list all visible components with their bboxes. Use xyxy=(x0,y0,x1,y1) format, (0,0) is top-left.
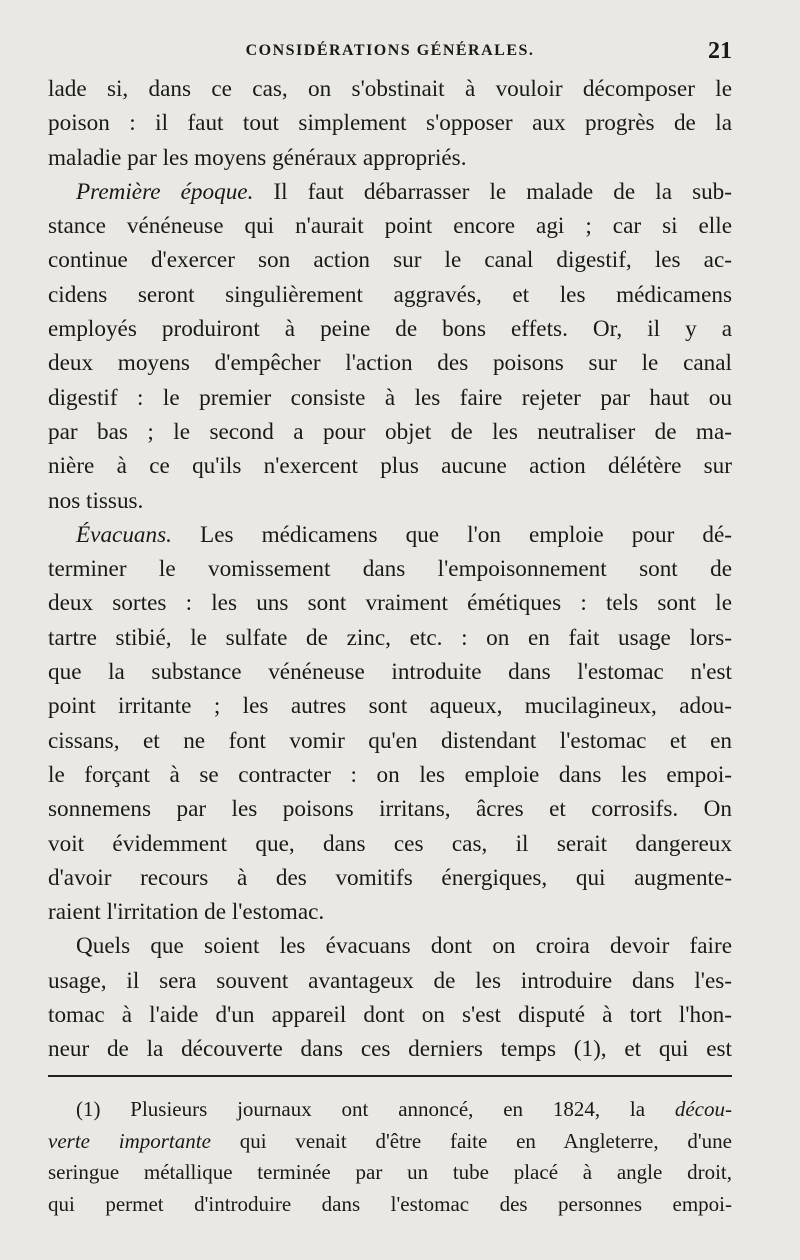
footnote xyxy=(48,1094,732,1220)
footnote-line: seringue métallique terminée par un tube placé à angle droit, xyxy=(48,1160,732,1184)
section-lead-evacuans: Évacuans. xyxy=(76,521,172,548)
main-text xyxy=(48,72,732,1067)
text-line: voit évidemment que, dans ces cas, il serait dangereux xyxy=(48,830,732,857)
text-line: cissans, et ne font vomir qu'en distendant l'estomac et en xyxy=(48,727,732,754)
text-line: usage, il sera souvent avantageux de les introduire dans l'es- xyxy=(48,967,732,994)
text-line: cidens seront singulièrement aggravés, et les médicamens xyxy=(48,281,732,308)
text-line: stance vénéneuse qui n'aurait point encore agi ; car si elle xyxy=(48,213,732,240)
text-line xyxy=(48,518,732,552)
text-line: digestif : le premier consiste à les faire rejeter par haut ou xyxy=(48,384,732,411)
text-line xyxy=(48,175,732,209)
text-line: continue d'exercer son action sur le canal digestif, les ac- xyxy=(48,247,732,274)
text-line: maladie par les moyens généraux appropriés. xyxy=(48,144,467,171)
text-line: le forçant à se contracter : on les emploie dans les empoi- xyxy=(48,761,732,788)
text-fragment-italic: verte importante xyxy=(48,1128,211,1153)
text-line: d'avoir recours à des vomitifs énergiques, qui augmente- xyxy=(48,864,732,891)
text-line: Quels que soient les évacuans dont on croira devoir faire xyxy=(76,933,732,960)
text-line: sonnemens par les poisons irritans, âcres et corrosifs. On xyxy=(48,796,732,823)
text-line: point irritante ; les autres sont aqueux, mucilagineux, adou- xyxy=(48,693,732,720)
footnote-separator xyxy=(48,1075,732,1077)
text-line: employés produiront à peine de bons effets. Or, il y a xyxy=(48,316,732,343)
text-fragment: Les médicamens que l'on emploie pour dé- xyxy=(171,521,732,548)
page-header xyxy=(48,38,732,68)
text-line: que la substance vénéneuse introduite dans l'estomac n'est xyxy=(48,659,732,686)
footnote-line: qui permet d'introduire dans l'estomac des personnes empoi- xyxy=(48,1191,732,1216)
text-line: nière à ce qu'ils n'exercent plus aucune action délétère sur xyxy=(48,453,732,480)
footnote-line xyxy=(48,1094,732,1126)
section-lead-premiere-epoque: Première époque. xyxy=(76,178,254,205)
text-line: poison : il faut tout simplement s'opposer aux progrès de la xyxy=(48,110,732,137)
text-line: lade si, dans ce cas, on s'obstinait à vouloir décomposer le xyxy=(48,76,732,102)
text-line: deux moyens d'empêcher l'action des poisons sur le canal xyxy=(48,350,732,377)
text-line: nos tissus. xyxy=(48,487,144,514)
text-fragment: Il faut débarrasser le malade de la sub- xyxy=(253,178,732,205)
running-title: CONSIDÉRATIONS GÉNÉRALES. xyxy=(245,42,535,59)
text-line: tartre stibié, le sulfate de zinc, etc. : on en fait usage lors- xyxy=(48,624,732,651)
text-line: tomac à l'aide d'un appareil dont on s'est disputé à tort l'hon- xyxy=(48,1002,732,1029)
footnote-line xyxy=(48,1126,732,1158)
text-line: neur de la découverte dans ces derniers temps (1), et qui est xyxy=(48,1036,732,1063)
text-line: deux sortes : les uns sont vraiment émétiques : tels sont le xyxy=(48,590,732,617)
page-number: 21 xyxy=(708,38,732,64)
text-line: terminer le vomissement dans l'empoisonnement sont de xyxy=(48,556,732,583)
text-fragment: (1) Plusieurs journaux ont annoncé, en 1824, la xyxy=(76,1097,675,1121)
text-fragment-italic: décou- xyxy=(674,1097,732,1121)
text-line: raient l'irritation de l'estomac. xyxy=(48,899,325,926)
text-line: par bas ; le second a pour objet de les neutraliser de ma- xyxy=(48,418,732,445)
text-fragment: qui venait d'être faite en Angleterre, d'une xyxy=(210,1128,732,1153)
